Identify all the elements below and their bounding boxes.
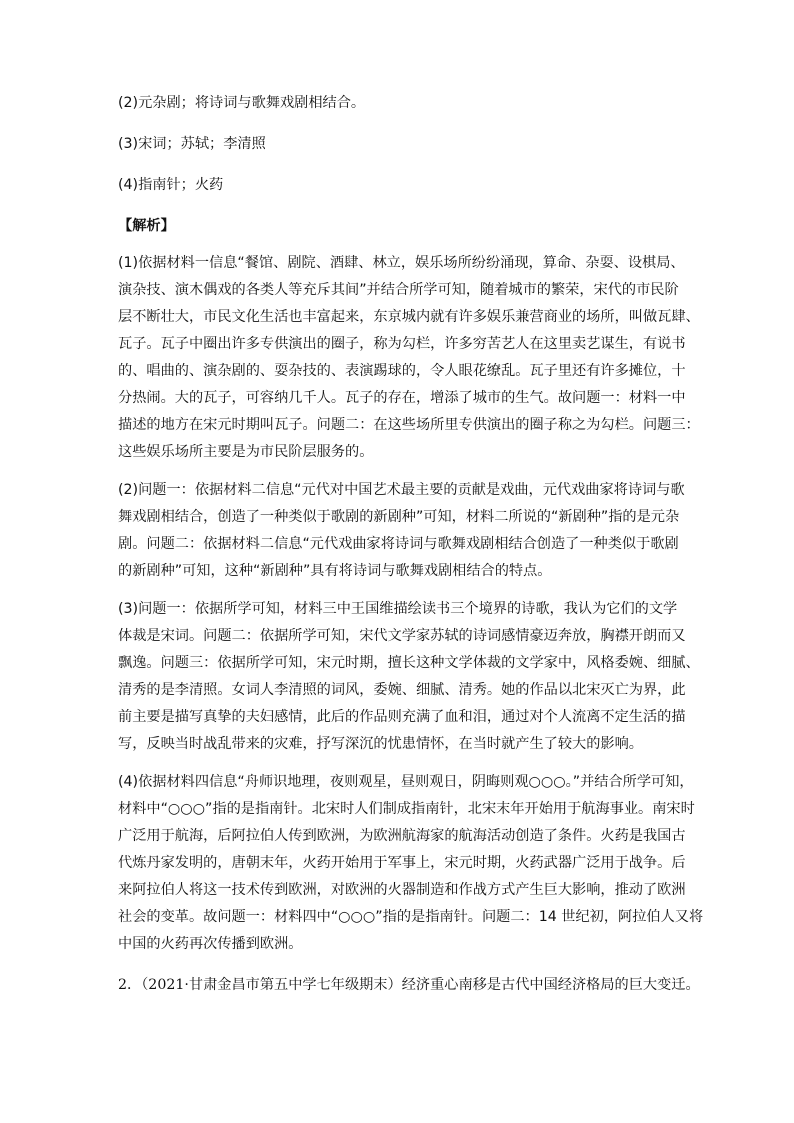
text-line: 的新剧种”可知，这种“新剧种”具有将诗词与歌舞戏剧相结合的特点。	[118, 563, 552, 579]
text-line: 瓦子。瓦子中圈出许多专供演出的圈子，称为勾栏，许多穷苦艺人在这里卖艺谋生，有说书	[118, 336, 686, 352]
text-line: 材料中“○○○”指的是指南针。北宋时人们制成指南针，北宋末年开始用于航海事业。南宋时	[118, 801, 695, 817]
text-line: 清秀的是李清照。女词人李清照的词风，委婉、细腻、清秀。她的作品以北宋灭亡为界，此	[118, 682, 686, 698]
text-line: (4)依据材料四信息“舟师识地理，夜则观星，昼则观日，阴晦则观○○○。”并结合所学可知，	[118, 774, 694, 790]
text-line: 社会的变革。故问题一：材料四中“○○○”指的是指南针。问题二：14 世纪初，阿拉伯人又将	[118, 909, 704, 925]
text-line: 层不断壮大，市民文化生活也丰富起来，东京城内就有许多娱乐兼营商业的场所，叫做瓦肆、	[118, 309, 700, 325]
text-line: 写，反映当时战乱带来的灾难，抒写深沉的忧患情怀，在当时就产生了较大的影响。	[118, 736, 643, 752]
text-line: 舞戏剧相结合，创造了一种类似于歌剧的新剧种”可知，材料二所说的“新剧种”指的是元杂	[118, 509, 680, 525]
text-line: 描述的地方在宋元时期叫瓦子。问题二：在这些场所里专供演出的圈子称之为勾栏。问题三：	[118, 417, 700, 433]
text-line: (3)问题一：依据所学可知，材料三中王国维描绘读书三个境界的诗歌，我认为它们的文学	[118, 601, 678, 617]
analysis-heading: 【解析】	[118, 218, 175, 234]
document-page	[118, 90, 704, 1013]
text-line: 飘逸。问题三：依据所学可知，宋元时期，擅长这种文学体裁的文学家中，风格委婉、细腻、	[118, 655, 700, 671]
answer-2: (2)元杂剧；将诗词与歌舞戏剧相结合。	[118, 95, 366, 111]
text-line: 这些娱乐场所主要是为市民阶层服务的。	[118, 444, 374, 460]
analysis-paragraph-3	[118, 596, 700, 758]
text-line: 分热闹。大的瓦子，可容纳几千人。瓦子的存在，增添了城市的生气。故问题一：材料一中	[118, 390, 686, 406]
text-line: (2)问题一：依据材料二信息“元代对中国艺术最主要的贡献是戏曲，元代戏曲家将诗词与歌	[118, 482, 685, 498]
analysis-paragraph-1	[118, 250, 700, 466]
next-question: 2．（2021·甘肃金昌市第五中学七年级期末）经济重心南移是古代中国经济格局的巨大变迁。	[118, 977, 700, 994]
text-line: 剧。问题二：依据材料二信息“元代戏曲家将诗词与歌舞戏剧相结合创造了一种类似于歌剧	[118, 536, 679, 552]
answer-4: (4)指南针；火药	[118, 177, 224, 193]
text-line: 体裁是宋词。问题二：依据所学可知，宋代文学家苏轼的诗词感情豪迈奔放，胸襟开朗而又	[118, 628, 686, 644]
text-line: 代炼丹家发明的，唐朝末年，火药开始用于军事上，宋元时期，火药武器广泛用于战争。后	[118, 855, 686, 871]
text-line: 来阿拉伯人将这一技术传到欧洲，对欧洲的火器制造和作战方式产生巨大影响，推动了欧洲	[118, 882, 686, 898]
answer-3: (3)宋词；苏轼；李清照	[118, 136, 266, 152]
analysis-paragraph-2	[118, 477, 685, 585]
analysis-paragraph-4	[118, 769, 704, 958]
text-line: 中国的火药再次传播到欧洲。	[118, 936, 303, 952]
text-line: 的、唱曲的、演杂剧的、耍杂技的、表演踢球的，令人眼花缭乱。瓦子里还有许多摊位，十	[118, 363, 686, 379]
text-line: (1)依据材料一信息“餐馆、剧院、酒肆、林立，娱乐场所纷纷涌现，算命、杂耍、设棋局、	[118, 255, 685, 271]
text-line: 前主要是描写真挚的夫妇感情，此后的作品则充满了血和泪，通过对个人流离不定生活的描	[118, 709, 686, 725]
text-line: 演杂技、演木偶戏的各类人等充斥其间”并结合所学可知，随着城市的繁荣，宋代的市民阶	[118, 282, 679, 298]
text-line: 广泛用于航海，后阿拉伯人传到欧洲，为欧洲航海家的航海活动创造了条件。火药是我国古	[118, 828, 686, 844]
